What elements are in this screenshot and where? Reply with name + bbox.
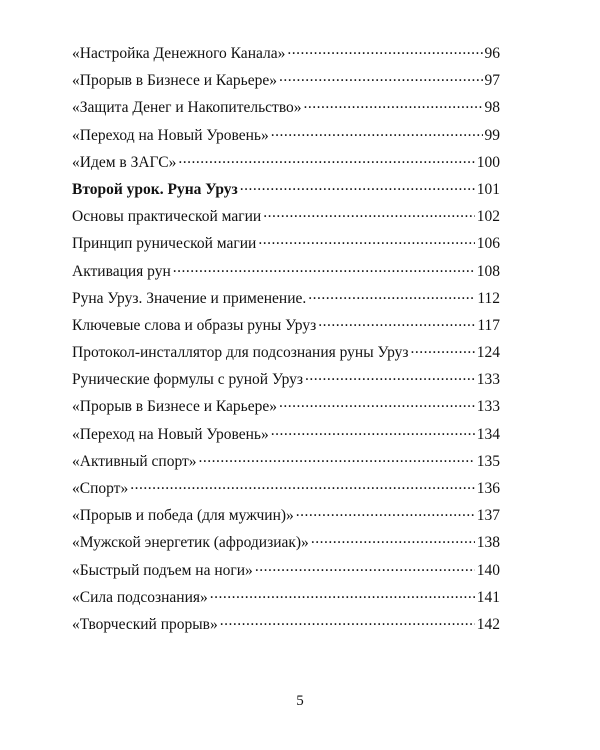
toc-entry	[72, 366, 500, 393]
toc-entry-title: Протокол-инсталлятор для подсознания руны Уруз	[72, 344, 409, 362]
toc-entry-title: «Сила подсознания»	[72, 588, 208, 606]
toc-entry	[72, 258, 500, 285]
toc-entry-title: Рунические формулы с руной Уруз	[72, 371, 303, 389]
toc-entry	[72, 611, 500, 638]
dot-leader	[173, 260, 475, 276]
dot-leader	[411, 341, 475, 357]
dot-leader	[308, 287, 475, 303]
toc-entry-page: 137	[476, 507, 500, 525]
toc-entry-page: 97	[484, 72, 500, 90]
toc-entry-page: 100	[476, 153, 500, 171]
toc-entry-title: Принцип рунической магии	[72, 235, 257, 253]
dot-leader	[305, 368, 475, 384]
toc-entry-title: «Защита Денег и Накопительство»	[72, 99, 302, 117]
dot-leader	[178, 151, 474, 167]
toc-entry-title: Руна Уруз. Значение и применение.	[72, 289, 307, 307]
toc-entry	[72, 529, 500, 556]
toc-entry-title: «Идем в ЗАГС»	[72, 153, 177, 171]
toc-entry-title: Основы практической магии	[72, 208, 262, 226]
toc-entry	[72, 122, 500, 149]
dot-leader	[130, 477, 475, 493]
toc-entry-page: 102	[476, 208, 500, 226]
dot-leader	[240, 178, 475, 194]
toc-entry	[72, 448, 500, 475]
dot-leader	[220, 613, 475, 629]
toc-entry	[72, 557, 500, 584]
toc-entry	[72, 285, 500, 312]
toc-entry	[72, 393, 500, 420]
toc-entry-title: «Прорыв и победа (для мужчин)»	[72, 507, 294, 525]
dot-leader	[210, 586, 475, 602]
toc-entry	[72, 230, 500, 257]
toc-entry-title: Активация рун	[72, 262, 171, 280]
toc-entry	[72, 67, 500, 94]
toc-entry-title: Второй урок. Руна Уруз	[72, 180, 238, 198]
toc-entry-page: 135	[476, 452, 500, 470]
toc-entry-title: «Мужской энергетик (афродизиак)»	[72, 534, 309, 552]
toc-entry	[72, 339, 500, 366]
dot-leader	[287, 42, 482, 58]
dot-leader	[263, 205, 475, 221]
toc-entry	[72, 149, 500, 176]
toc-entry-page: 101	[476, 180, 500, 198]
dot-leader	[271, 124, 483, 140]
toc-entry-page: 124	[476, 344, 500, 362]
toc-entry	[72, 502, 500, 529]
toc-section-heading	[72, 176, 500, 203]
toc-entry-page: 136	[476, 480, 500, 497]
toc-entry-title: «Активный спорт»	[72, 452, 197, 470]
toc-entry-title: «Быстрый подъем на ноги»	[72, 561, 253, 579]
toc-entry-page: 98	[484, 99, 500, 117]
dot-leader	[279, 395, 475, 411]
page-number: 5	[296, 693, 304, 709]
dot-leader	[279, 69, 483, 85]
table-of-contents	[72, 40, 500, 638]
dot-leader	[255, 559, 475, 575]
toc-entry	[72, 203, 500, 230]
toc-entry-title: «Переход на Новый Уровень»	[72, 425, 269, 443]
dot-leader	[311, 531, 475, 547]
toc-entry	[72, 584, 500, 611]
toc-entry	[72, 475, 500, 502]
toc-entry-page: 134	[476, 425, 500, 443]
toc-entry-page: 99	[484, 126, 500, 144]
toc-entry-title: «Спорт»	[72, 480, 129, 497]
toc-entry-page: 138	[476, 534, 500, 552]
toc-entry-page: 133	[476, 398, 500, 416]
toc-entry-page: 96	[484, 45, 500, 62]
toc-entry-page: 112	[477, 289, 500, 307]
toc-entry	[72, 40, 500, 67]
toc-entry-title: «Прорыв в Бизнесе и Карьере»	[72, 398, 277, 416]
toc-entry-page: 142	[476, 615, 500, 633]
toc-entry-title: «Настройка Денежного Канала»	[72, 45, 286, 62]
toc-entry	[72, 94, 500, 121]
dot-leader	[304, 96, 483, 112]
toc-entry-title: «Творческий прорыв»	[72, 615, 218, 633]
toc-entry-page: 117	[477, 316, 500, 334]
toc-entry-page: 133	[476, 371, 500, 389]
toc-entry-page: 141	[476, 588, 500, 606]
toc-entry	[72, 421, 500, 448]
dot-leader	[271, 423, 475, 439]
toc-entry	[72, 312, 500, 339]
toc-entry-page: 108	[476, 262, 500, 280]
dot-leader	[199, 450, 475, 466]
toc-entry-title: Ключевые слова и образы руны Уруз	[72, 316, 317, 334]
toc-entry-title: «Переход на Новый Уровень»	[72, 126, 269, 144]
dot-leader	[258, 232, 474, 248]
toc-entry-page: 140	[476, 561, 500, 579]
dot-leader	[318, 314, 475, 330]
toc-entry-title: «Прорыв в Бизнесе и Карьере»	[72, 72, 277, 90]
dot-leader	[296, 504, 475, 520]
toc-entry-page: 106	[476, 235, 500, 253]
